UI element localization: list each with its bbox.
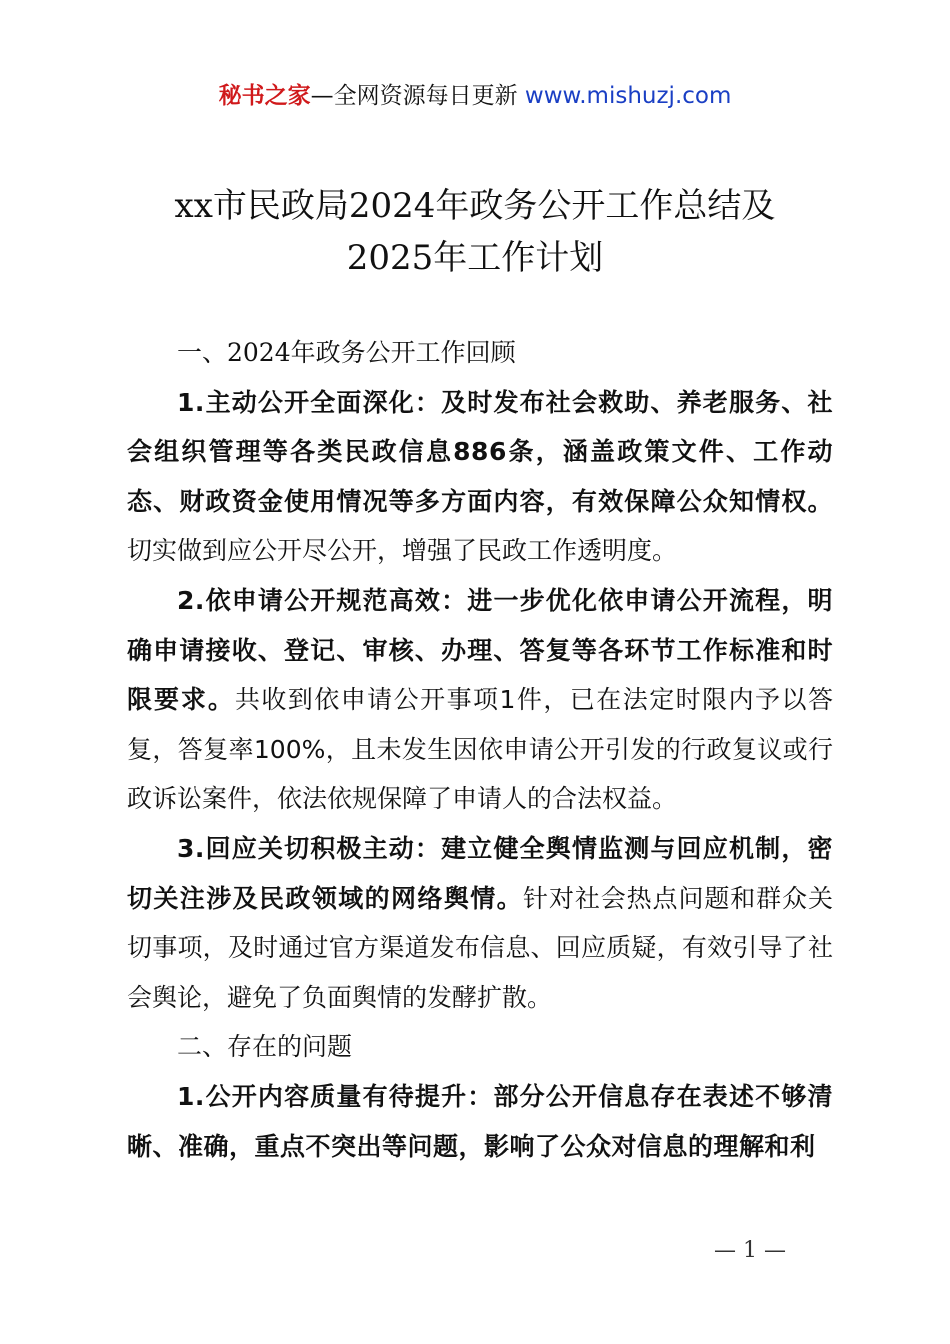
site-brand: 秘书之家 bbox=[218, 83, 311, 109]
site-banner bbox=[0, 80, 950, 112]
site-url-link[interactable]: www.mishuzj.com bbox=[524, 83, 732, 109]
site-slogan: —全网资源每日更新 bbox=[310, 83, 518, 109]
document-title bbox=[0, 180, 950, 284]
document-body bbox=[127, 328, 833, 1171]
paragraph-lead: 2.依申请公开规范高效：进一步优化依申请公开流程，明确申请接收、登记、审核、办理、答复等各环节工作标准和时限要求。 bbox=[127, 585, 833, 715]
paragraph-content-quality bbox=[127, 1072, 833, 1171]
section-heading-problems: 二、存在的问题 bbox=[177, 1032, 353, 1062]
paragraph-lead: 3.回应关切积极主动：建立健全舆情监测与回应机制，密切关注涉及民政领域的网络舆情。 bbox=[127, 833, 833, 913]
page-number: — 1 — bbox=[714, 1238, 786, 1263]
paragraph-text: 针对社会热点问题和群众关切事项，及时通过官方渠道发布信息、回应质疑，有效引导了社会舆论，避免了负面舆情的发酵扩散。 bbox=[127, 883, 833, 1012]
paragraph-active-disclosure bbox=[127, 378, 833, 576]
paragraph-lead: 1.公开内容质量有待提升：部分公开信息存在表述不够清晰、准确，重点不突出等问题，影响了公众对信息的理解和利 bbox=[127, 1081, 833, 1161]
paragraph-text: 切实做到应公开尽公开，增强了民政工作透明度。 bbox=[127, 536, 678, 566]
title-line-1: xx市民政局2024年政务公开工作总结及 bbox=[174, 186, 776, 226]
paragraph-lead: 1.主动公开全面深化：及时发布社会救助、养老服务、社会组织管理等各类民政信息886条，涵盖政策文件、工作动态、财政资金使用情况等多方面内容，有效保障公众知情权。 bbox=[127, 387, 833, 516]
paragraph-request-disclosure bbox=[127, 576, 833, 824]
title-line-2: 2025年工作计划 bbox=[346, 238, 604, 278]
section-heading-review: 一、2024年政务公开工作回顾 bbox=[177, 338, 516, 367]
paragraph-text: 共收到依申请公开事项1件，已在法定时限内予以答复，答复率100%，且未发生因依申请公开引发的行政复议或行政诉讼案件，依法依规保障了申请人的合法权益。 bbox=[127, 685, 833, 814]
paragraph-public-response bbox=[127, 824, 833, 1022]
